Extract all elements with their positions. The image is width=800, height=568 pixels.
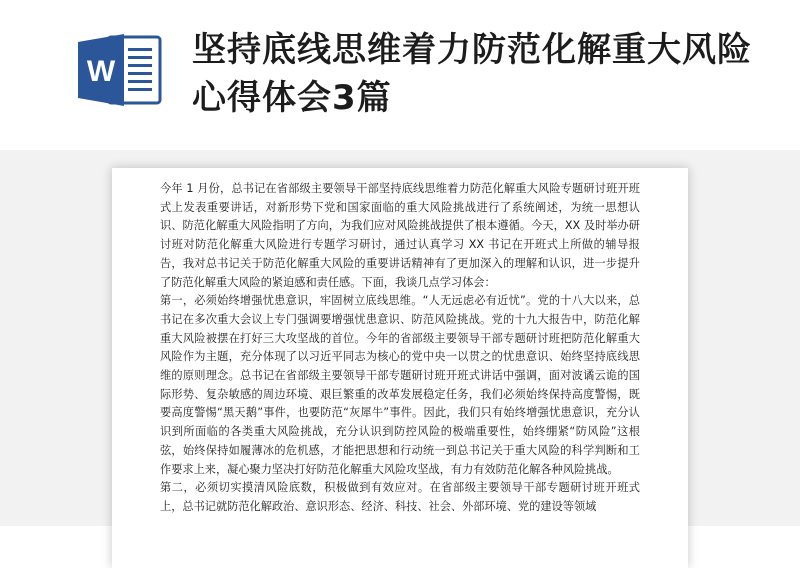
- word-icon-letter: W: [86, 55, 116, 88]
- document-title: 坚持底线思维着力防范化解重大风险心得体会3篇: [192, 30, 752, 118]
- word-document-icon: [76, 32, 162, 108]
- document-body-text: 今年 1 月份，总书记在省部级主要领导干部坚持底线思维着力防范化解重大风险专题研讨班开班式上发表重要讲话，对新形势下党和国家面临的重大风险挑战进行了系统阐述，为统一思想认识、防范化解重大风险指明了方向，为我们应对风险挑战提供了根本遵循。今天，XX 及时举办研讨班对防范化解重大风险进行专题学习研讨，通过认真学习 XX 书记在开班式上所做的辅导报告，我对总书记关于防范化解重大风险的重要讲话精神有了更加深入的理解和认识，进一步提升了防范化解重大风险的紧迫感和责任感。下面，我谈几点学习体会： 第一，必须始终增强忧患意识，牢固树立底线思维。“人无远虑必有近忧”。党的十八大以来，总书记在多次重大会议上专门强调要增强忧患意识、防范风险挑战。党的十九大报告中，防范化解重大风险被摆在打好三大攻坚战的首位。今年的省部级主要领导干部专题研讨班把防范化解重大风险作为主题，充分体现了以习近平同志为核心的党中央一以贯之的忧患意识、始终坚持底线思维的原则理念。总书记在省部级主要领导干部专题研讨班开班式讲话中强调，面对波谲云诡的国际形势、复杂敏感的周边环境、艰巨繁重的改革发展稳定任务，我们必须始终保持高度警惕，既要高度警惕“黑天鹅”事件，也要防范“灰犀牛”事件。因此，我们只有始终增强忧患意识，充分认识到所面临的各类重大风险挑战，充分认识到防控风险的极端重要性，始终绷紧“防风险”这根弦，始终保持如履薄冰的危机感，才能把思想和行动统一到总书记关于重大风险的科学判断和工作要求上来，凝心聚力坚决打好防范化解重大风险攻坚战，有力有效防范化解各种风险挑战。 第二，必须切实摸清风险底数，积极做到有效应对。在省部级主要领导干部专题研讨班开班式上，总书记就防范化解政治、意识形态、经济、科技、社会、外部环境、党的建设等领域: [160, 182, 640, 513]
- header: [0, 0, 800, 150]
